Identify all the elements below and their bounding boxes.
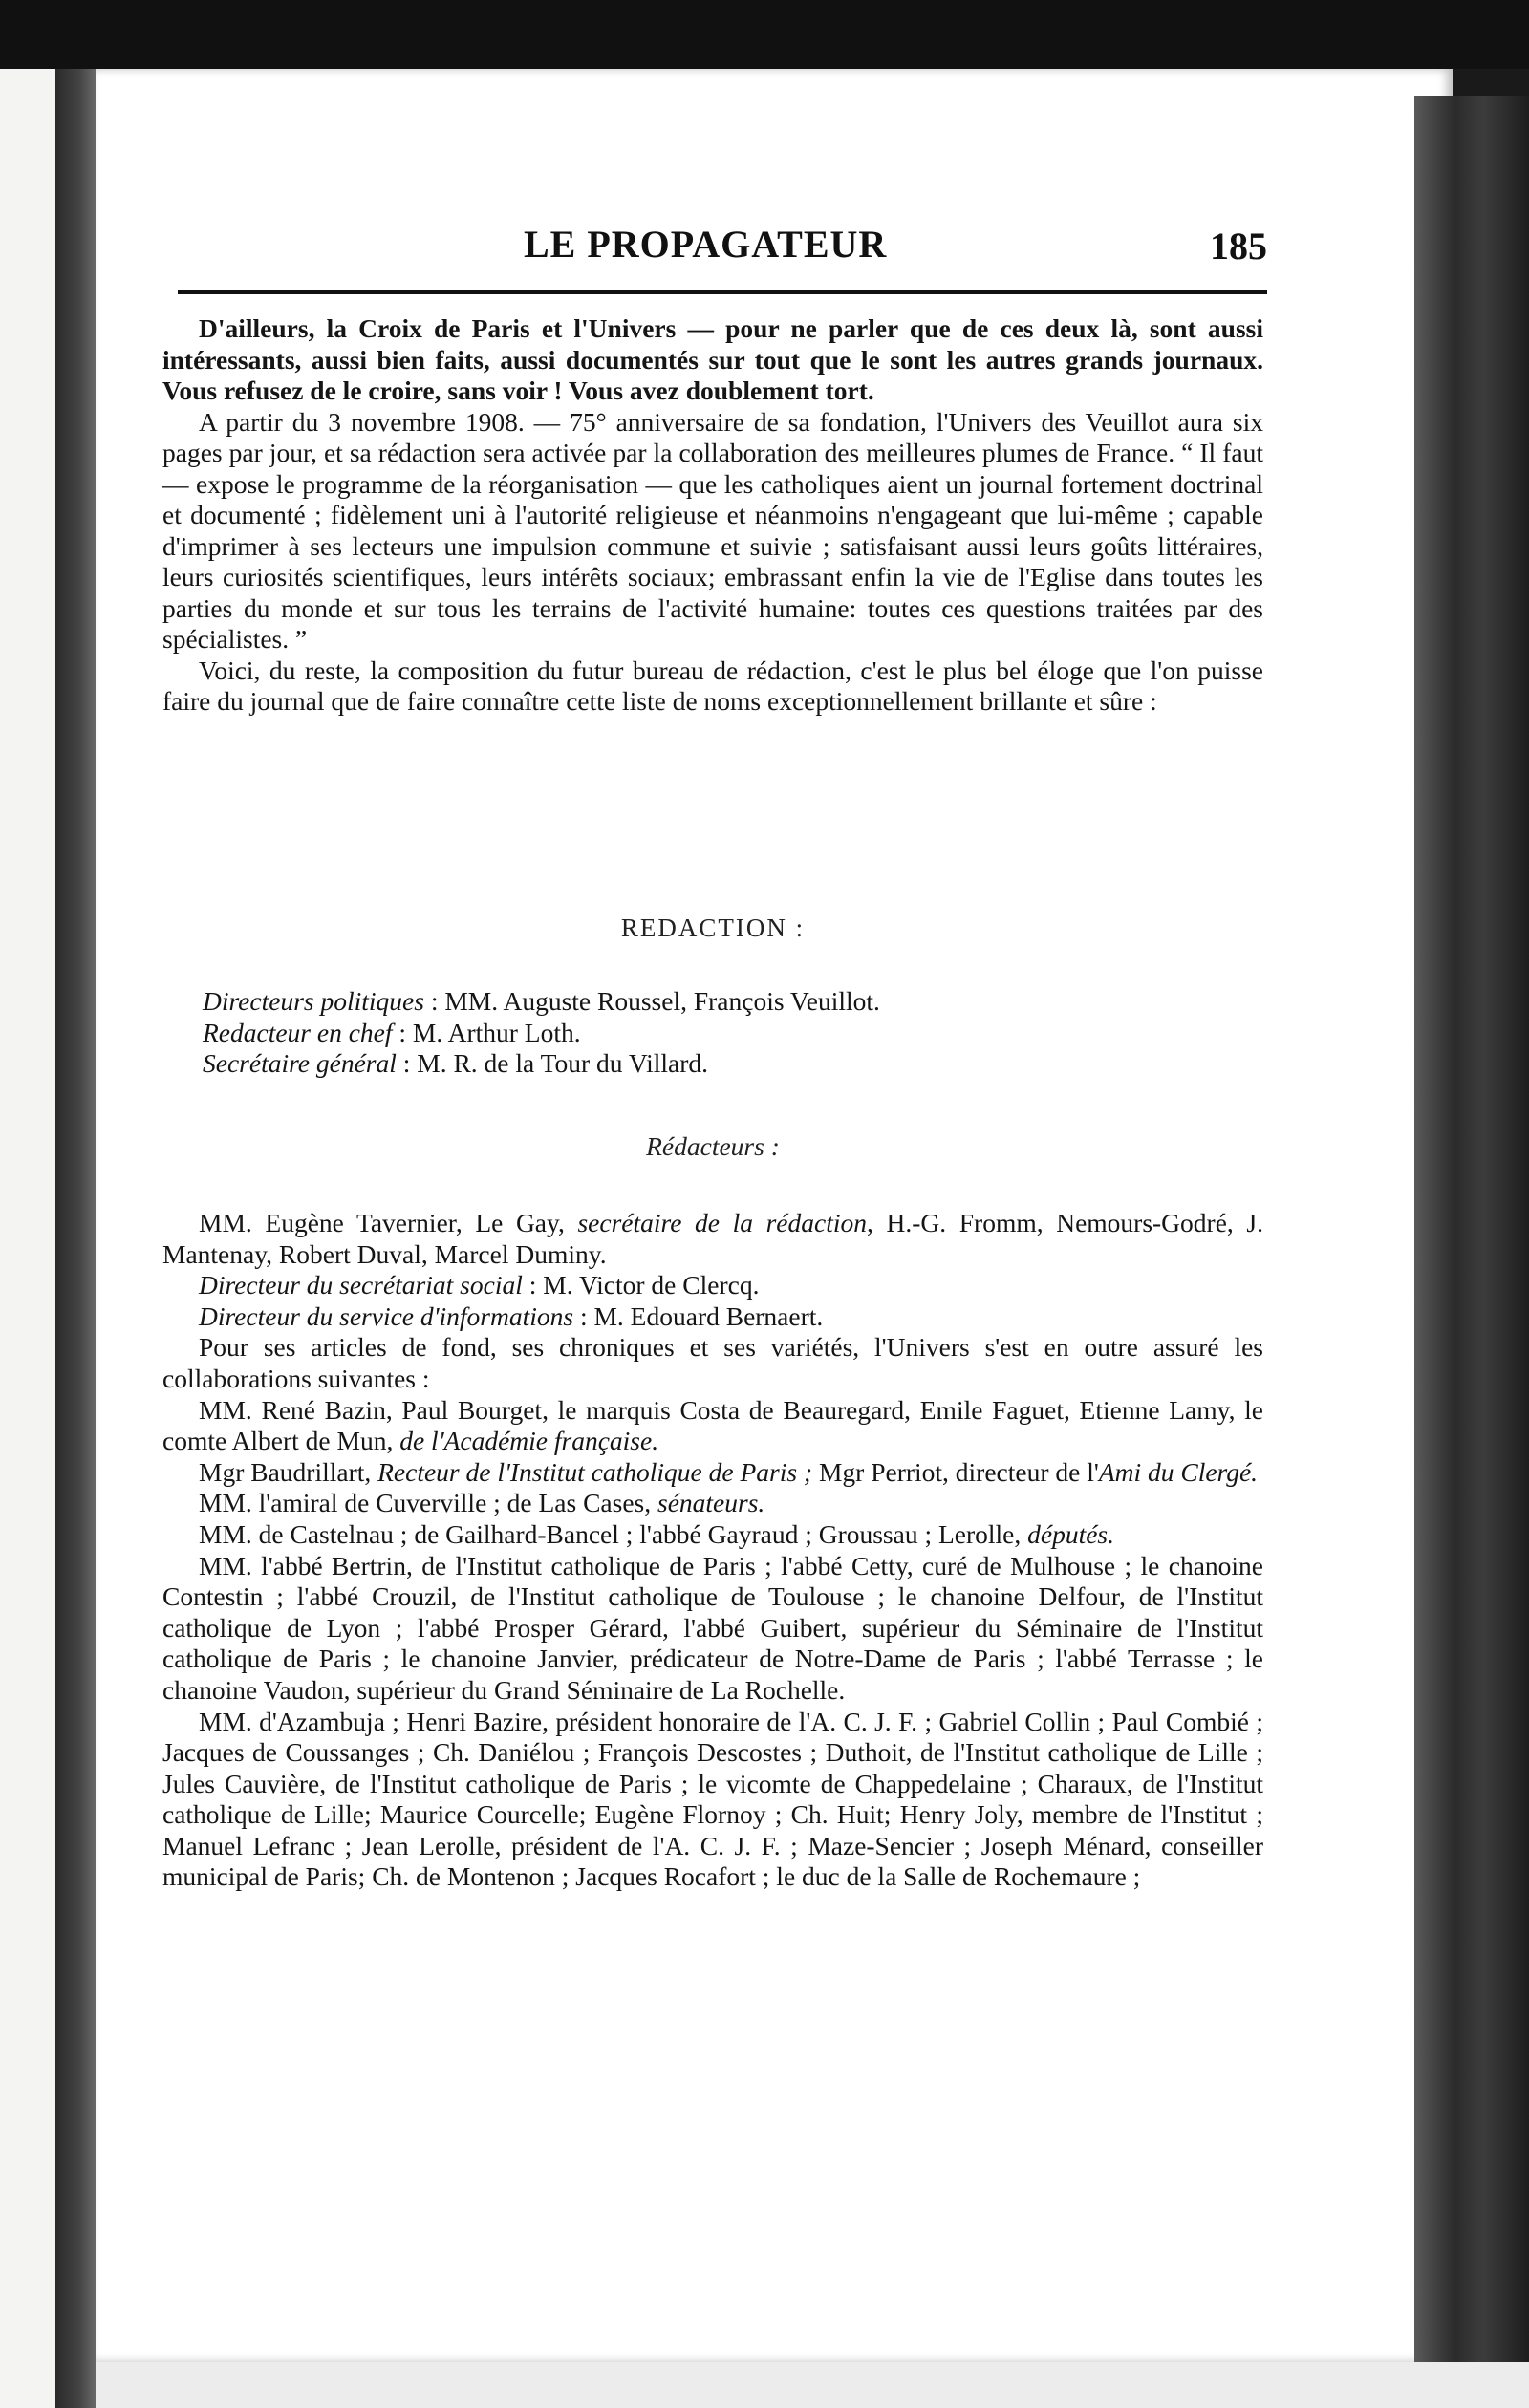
text-run: MM. Eugène Tavernier, Le Gay, [199, 1208, 578, 1237]
scan-bottom-edge [96, 2362, 1529, 2408]
paragraph-4 [162, 1208, 1263, 1270]
section-title: REDACTION : [620, 914, 806, 942]
staff-names: : M. R. de la Tour du Villard. [396, 1048, 709, 1078]
paragraph-3: Voici, du reste, la composition du futur bureau de rédaction, c'est le plus bel éloge que l'on puisse faire du journal que de faire connaître cette liste de noms exceptionnellement brillante et sûre : [162, 655, 1263, 716]
paragraph-1: D'ailleurs, la Croix de Paris et l'Univers — pour ne parler que de ces deux là, sont aussi intéressants, aussi bien faits, aussi documentés sur tout que le sont les autres grands journaux. Vous refusez de le croire, sans voir ! Vous avez doublement tort. [162, 313, 1263, 405]
text-run-italic: Ami du Clergé. [1098, 1456, 1259, 1487]
facing-page-edge [0, 69, 58, 2408]
paragraph-8 [162, 1395, 1263, 1457]
staff-line [203, 986, 1254, 1018]
text-run: Mgr Baudrillart, [199, 1456, 378, 1487]
page-edge-right [1414, 96, 1529, 2408]
body-text-top [162, 313, 1263, 718]
text-run: MM. l'amiral de Cuverville ; de Las Cases, [199, 1488, 657, 1518]
text-run-italic: Recteur de l'Institut catholique de Paris ; [377, 1456, 813, 1487]
paragraph-10 [162, 1488, 1263, 1519]
page-number: 185 [1210, 225, 1267, 268]
text-run-italic: députés. [1027, 1518, 1115, 1549]
subheading-redacteurs: Rédacteurs : [646, 1131, 780, 1161]
body-text-bottom [162, 1208, 1263, 1893]
staff-list [203, 986, 1254, 1080]
paragraph-12: MM. l'abbé Bertrin, de l'Institut catholique de Paris ; l'abbé Cetty, curé de Mulhouse ; le chanoine Contestin ; l'abbé Crouzil, de l'Institut catholique de Toulouse ; le chanoine Delfour, de l'Institut catholique de Lyon ; l'abbé Prosper Gérard, l'abbé Guibert, supérieur du Séminaire de l'Institut catholique de Paris ; le chanoine Janvier, prédicateur de Notre-Dame de Paris ; l'abbé Terrasse ; le chanoine Vaudon, supérieur du Grand Séminaire de La Rochelle. [162, 1550, 1263, 1705]
text-run: , H.-G. Fromm, Nemours-Godré, J. Mantenay, Robert Duval, Marcel Duminy. [162, 1208, 1263, 1269]
text-run: : M. Victor de Clercq. [522, 1270, 760, 1301]
text-run-italic: sénateurs. [657, 1488, 765, 1518]
paragraph-9 [162, 1457, 1263, 1489]
staff-role: Directeurs politiques [203, 986, 424, 1016]
text-run-italic: de l'Académie française. [399, 1426, 659, 1456]
running-title: LE PROPAGATEUR [524, 223, 888, 266]
text-run: Mgr Perriot, directeur de l' [812, 1456, 1099, 1487]
paragraph-2: A partir du 3 novembre 1908. — 75° anniversaire de sa fondation, l'Univers des Veuillot aura six pages par jour, et sa rédaction sera activée par la collaboration des meilleures plumes de France. “ Il faut — expose le programme de la réorganisation — que les catholiques aient un journal fortement doctrinal et documenté ; fidèlement uni à l'autorité religieuse et néanmoins n'engageant que lui-même ; capable d'imprimer à ses lecteurs une impulsion commune et suivie ; satisfaisant aussi leurs goûts littéraires, leurs curiosités scientifiques, leurs intérêts sociaux; embrassant enfin la vie de l'Eglise dans toutes les parties du monde et sur tous les terrains de l'activité humaine: toutes ces questions traitées par des spécialistes. ” [162, 406, 1263, 654]
paragraph-5 [162, 1270, 1263, 1301]
text-run: MM. de Castelnau ; de Gailhard-Bancel ; l'abbé Gayraud ; Groussau ; Lerolle, [199, 1518, 1028, 1549]
staff-role: Secrétaire général [203, 1048, 397, 1078]
text-run-italic: Directeur du service d'informations [199, 1301, 574, 1331]
text-run-italic: secrétaire de la rédaction [577, 1208, 867, 1237]
running-header [178, 222, 1267, 279]
binding-shadow [55, 69, 96, 2408]
staff-role: Redacteur en chef [203, 1017, 393, 1047]
scan-top-border [0, 0, 1529, 69]
header-rule [178, 290, 1267, 294]
text-run-italic: Directeur du secrétariat social [199, 1270, 523, 1301]
text-run: MM. René Bazin, Paul Bourget, le marquis Costa de Beauregard, Emile Faguet, Etienne Lamy, le comte Albert de Mun, [162, 1394, 1263, 1456]
staff-line [203, 1048, 1254, 1080]
text-run: : M. Edouard Bernaert. [573, 1301, 824, 1331]
staff-names: : M. Arthur Loth. [392, 1017, 581, 1047]
paragraph-7: Pour ses articles de fond, ses chroniques et ses variétés, l'Univers s'est en outre assuré les collaborations suivantes : [162, 1332, 1263, 1393]
staff-names: : MM. Auguste Roussel, François Veuillot. [423, 986, 880, 1016]
staff-line [203, 1018, 1254, 1049]
paragraph-13: MM. d'Azambuja ; Henri Bazire, président honoraire de l'A. C. J. F. ; Gabriel Collin ; Paul Combié ; Jacques de Coussanges ; Ch. Daniélou ; François Descostes ; Duthoit, de l'Institut catholique de Lille ; Jules Cauvière, de l'Institut catholique de Paris ; le vicomte de Chappedelaine ; Charaux, de l'Institut catholique de Lille; Maurice Courcelle; Eugène Flornoy ; Ch. Huit; Henry Joly, membre de l'Institut ; Manuel Lefranc ; Jean Lerolle, président de l'A. C. J. F. ; Maze-Sencier ; Joseph Ménard, conseiller municipal de Paris; Ch. de Montenon ; Jacques Rocafort ; le duc de la Salle de Rochemaure ; [162, 1706, 1263, 1892]
paragraph-11 [162, 1519, 1263, 1551]
paragraph-6 [162, 1301, 1263, 1333]
